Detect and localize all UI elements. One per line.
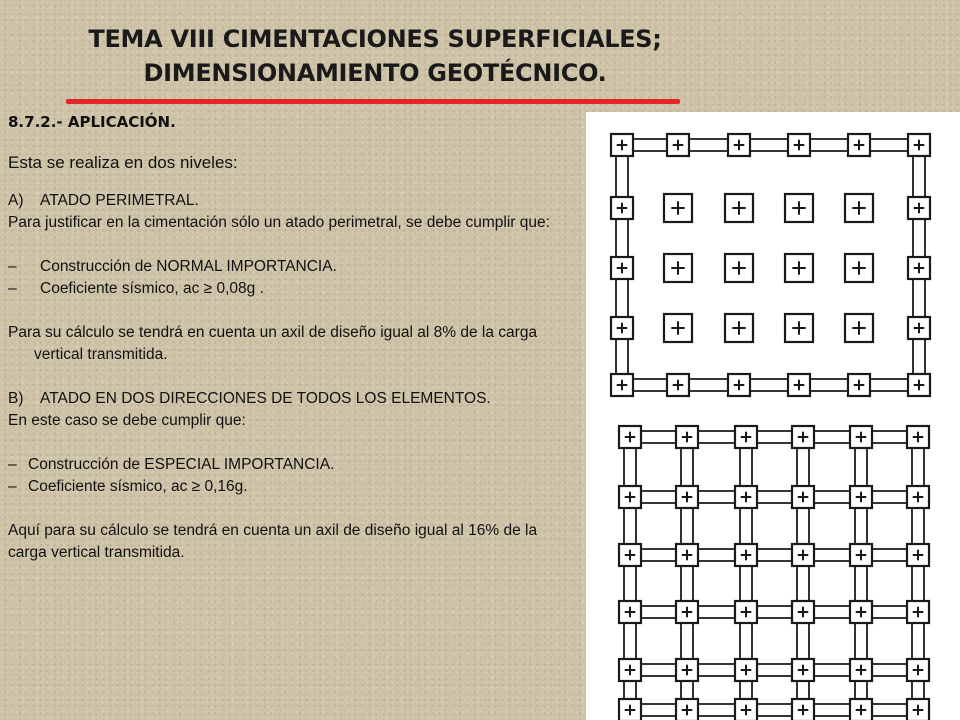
item-b-calc: Aquí para su cálculo se tendrá en cuenta un axil de diseño igual al 16% de la carga vertical transmitida. (8, 522, 538, 561)
perimeter-tie-beam-plan-icon (611, 134, 930, 396)
item-a-text: ATADO PERIMETRAL. (40, 192, 199, 209)
item-b-bullet-1 (8, 454, 580, 476)
item-a-label: A) (8, 192, 24, 209)
bullet-marker: – (8, 258, 17, 275)
title-line-2: DIMENSIONAMIENTO GEOTÉCNICO. (143, 59, 607, 87)
bullet-marker: – (8, 456, 17, 473)
section-heading: 8.7.2.- APLICACIÓN. (8, 113, 176, 131)
item-b-condition: En este caso se debe cumplir que: (8, 412, 246, 429)
bullet-text: Coeficiente sísmico, ac ≥ 0,16g. (28, 478, 248, 495)
item-b-text: ATADO EN DOS DIRECCIONES DE TODOS LOS ELEMENTOS. (40, 390, 491, 407)
bullet-marker: – (8, 478, 17, 495)
item-b-title (8, 388, 580, 410)
item-a-bullet-2 (8, 278, 580, 300)
bullet-text: Coeficiente sísmico, ac ≥ 0,08g . (40, 280, 264, 297)
grid-tie-beam-plan-icon (619, 426, 929, 720)
title-underline (66, 99, 680, 104)
bullet-marker: – (8, 280, 17, 297)
slide-title (40, 22, 710, 90)
title-line-1: TEMA VIII CIMENTACIONES SUPERFICIALES; (88, 25, 662, 53)
tie-beam-drawings (586, 112, 960, 720)
figure-panel (586, 112, 960, 720)
bullet-text: Construcción de NORMAL IMPORTANCIA. (40, 258, 337, 275)
item-a-title (8, 190, 580, 212)
slide-body (8, 112, 580, 564)
intro-text: Esta se realiza en dos niveles: (8, 153, 238, 172)
item-a-condition: Para justificar en la cimentación sólo un atado perimetral, se debe cumplir que: (8, 214, 550, 231)
item-b-label: B) (8, 390, 24, 407)
item-a-bullet-1 (8, 256, 580, 278)
item-b-bullet-2 (8, 476, 580, 498)
item-a-calc: Para su cálculo se tendrá en cuenta un axil de diseño igual al 8% de la carga vertical transmitida. (8, 324, 538, 363)
bullet-text: Construcción de ESPECIAL IMPORTANCIA. (28, 456, 335, 473)
